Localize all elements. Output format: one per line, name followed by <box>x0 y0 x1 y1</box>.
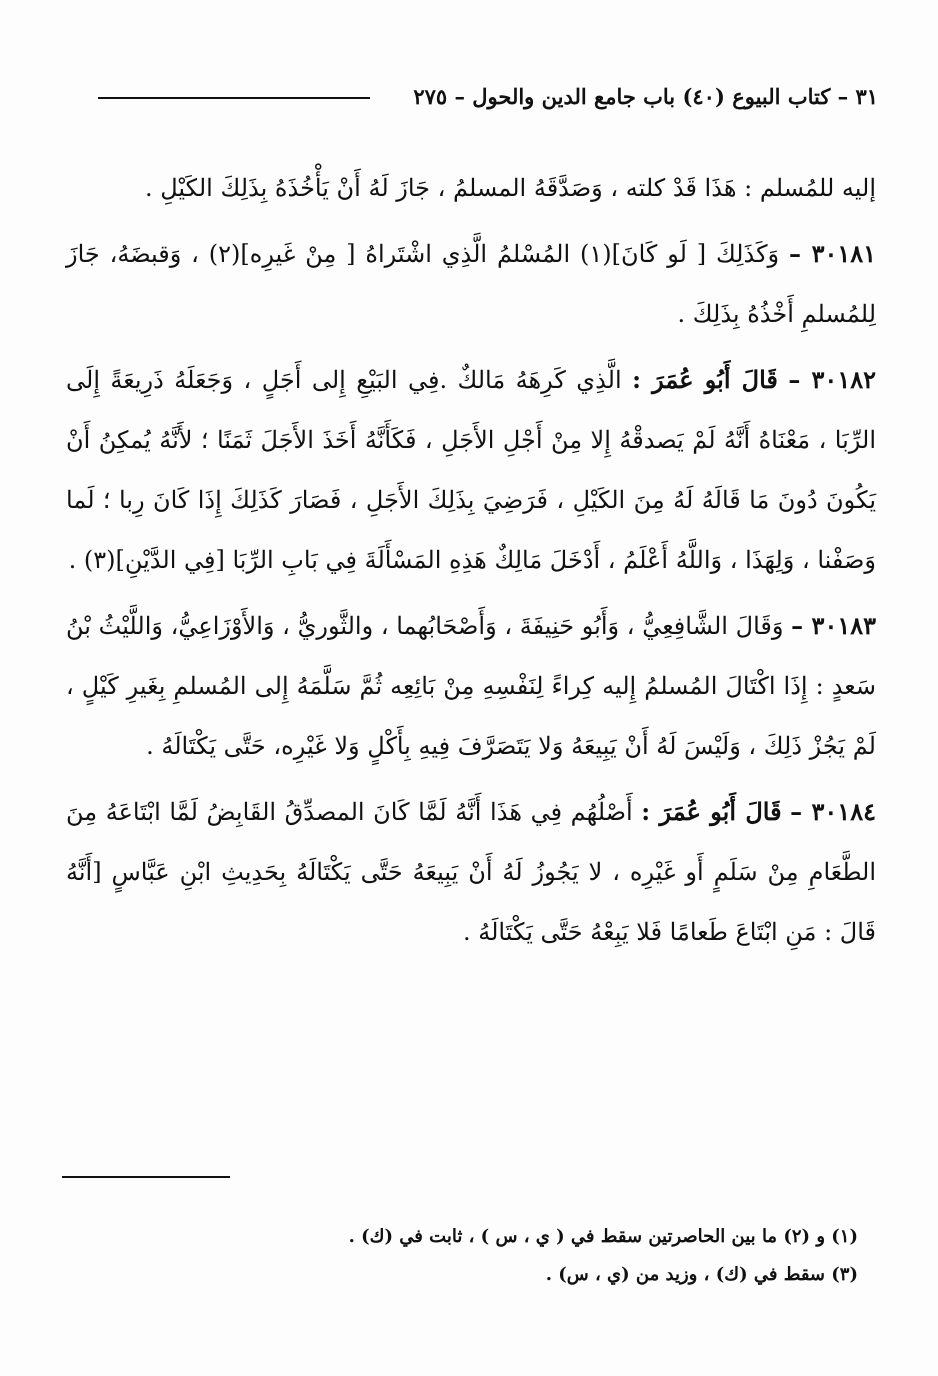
paragraph-number: ٣٠١٨٤ – <box>790 797 876 826</box>
paragraph <box>66 350 876 590</box>
page-header <box>58 80 878 120</box>
paragraph-text: أَصْلُهُم فِي هَذَا أَنَّهُ لَمَّا كَانَ المصدِّقُ القَابِضُ لَمَّا ابْتَاعَهُ مِنَ الطَّعَامِ مِنْ سَلَمٍ أَو غَيْرِه ، لا يَجُوزُ لَهُ أَنْ يَبِيعَهُ حَتَّى يَكْتَالَهُ بِحَدِيثِ ابْنِ عَبَّاسٍ [أَنَّهُ قَالَ : مَنِ ابْتَاعَ طَعامًا فَلا يَبِعْهُ حَتَّى يَكْتَالَهُ . <box>66 798 876 946</box>
paragraph-text: الَّذِي كَرِهَهُ مَالكٌ .فِي البَيْعِ إِلى أَجَلٍ ، وَجَعَلَهُ ذَرِيعَةً إِلَى الرِّبَا ، مَعْنَاهُ أَنَّهُ لَمْ يَصدقْهُ إِلا مِنْ أَجْلِ الأَجَلِ ، فَكَأَنَّهُ أَخَذَ الأَجَلَ ثَمَنًا ؛ لأَنَّهُ يُمكِنُ أَنْ يَكُونَ دُونَ مَا قَالَهُ لَهُ مِنَ الكَيْلِ ، فَرَضِيَ بِذَلِكَ الأَجَلِ ، فَصَارَ كَذَلِكَ إِذَا كَانَ رِبا ؛ لَما وَصَفْنا ، وَلِهَذَا ، وَاللَّهُ أَعْلَمُ ، أَدْخَلَ مَالِكٌ هَذِهِ المَسْأَلَةَ فِي بَابِ الرِّبَا [فِي الدَّيْنِ](٣) . <box>66 366 876 574</box>
paragraph-text: وَقَالَ الشَّافِعِيُّ ، وَأَبُو حَنِيفَةَ ، وَأَصْحَابُهما ، والثَّوريُّ ، وَالأَوْزَاعِيُّ، وَاللَّيْثُ بْنُ سَعدٍ : إِذَا اكْتَالَ المُسلمُ إِليه كِراءً لِنَفْسِهِ مِنْ بَائِعِه ثُمَّ سَلَّمَهُ إِلى المُسلمِ بِغَيرِ كَيْلٍ ، لَمْ يَجُزْ ذَلِكَ ، وَلَيْسَ لَهُ أَنْ يَبِيعَهُ وَلا يَتَصَرَّفَ فِيهِ بِأَكْلٍ وَلا غَيْرِه، حَتَّى يَكْتَالَهُ . <box>66 612 876 760</box>
footnote-rule <box>62 1176 230 1178</box>
paragraph-number: ٣٠١٨٣ – <box>791 611 876 640</box>
paragraph-text: إليه للمُسلم : هَذَا قَدْ كلته ، وَصَدَّقَهُ المسلمُ ، جَازَ لَهُ أَنْ يَأْخُذَهُ بِذَلِكَ الكَيْلِ . <box>144 174 876 202</box>
running-header-title: ٣١ – كتاب البيوع (٤٠) باب جامع الدين والحول – ٢٧٥ <box>413 84 878 109</box>
footnote: (١) و (٢) ما بين الحاصرتين سقط في ( ي ، س ) ، ثابت في (ك) . <box>348 1226 858 1247</box>
speaker-label: قَالَ أَبُو عُمَرَ : <box>632 365 778 394</box>
paragraph <box>66 224 876 344</box>
paragraph-text: وَكَذَلِكَ [ لَو كَانَ](١) المُسْلمُ الَّذِي اشْتَراهُ [ مِنْ غَيرِه](٢) ، وَقبضَهُ، جَازَ لِلمُسلمِ أَخْذُهُ بِذَلِكَ . <box>66 240 876 328</box>
header-rule <box>98 97 370 99</box>
paragraph-number: ٣٠١٨٢ – <box>788 365 876 394</box>
paragraph <box>66 158 876 218</box>
footnotes <box>158 1218 858 1294</box>
paragraph-number: ٣٠١٨١ – <box>788 239 877 268</box>
paragraph <box>66 596 876 776</box>
footnote: (٣) سقط في (ك) ، وزيد من (ي ، س) . <box>545 1264 858 1285</box>
speaker-label: قَالَ أَبُو عُمَرَ : <box>641 797 782 826</box>
paragraph <box>66 782 876 962</box>
main-text <box>66 158 876 968</box>
